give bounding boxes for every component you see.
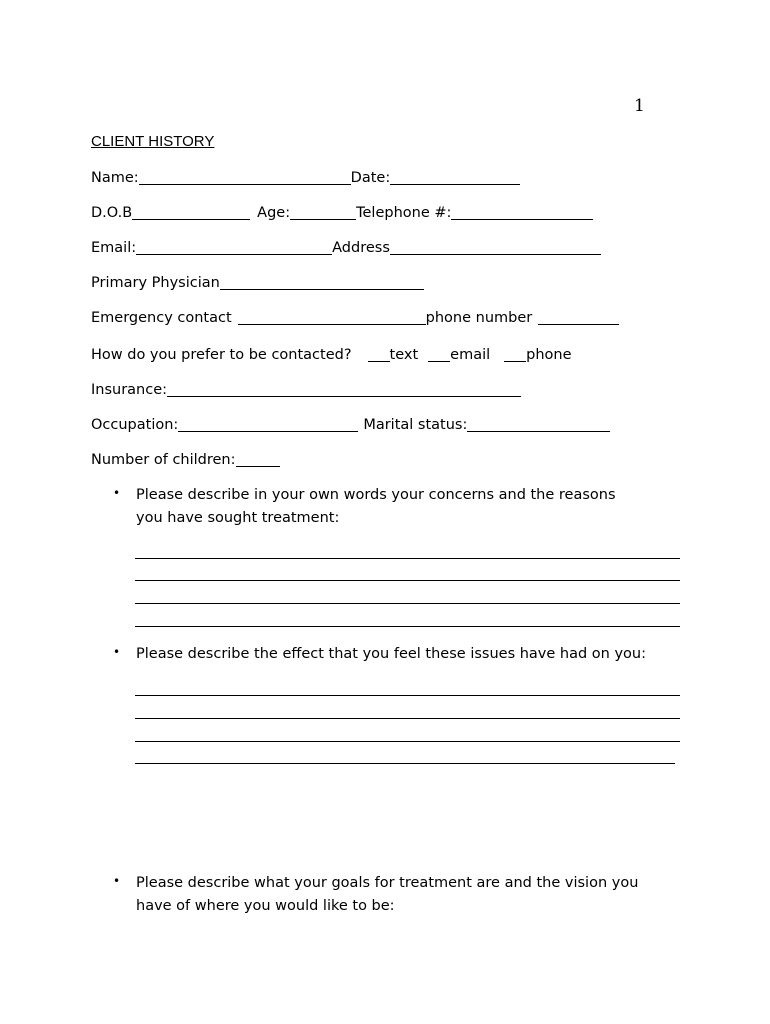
answer-line[interactable]: [135, 580, 680, 581]
marital-label: Marital status:: [363, 417, 468, 433]
email-label: Email:: [91, 240, 137, 256]
emergency-label: Emergency contact: [91, 310, 232, 326]
age-label: Age:: [257, 205, 291, 221]
date-label: Date:: [350, 170, 391, 186]
emergency-field[interactable]: [238, 310, 426, 325]
emergency-row: [91, 309, 619, 327]
question-concerns-line1: Please describe in your own words your concerns and the reasons: [136, 487, 616, 503]
occupation-field[interactable]: [178, 417, 358, 432]
question-concerns-line2: you have sought treatment:: [136, 510, 340, 526]
dob-field[interactable]: [132, 205, 250, 220]
children-label: Number of children:: [91, 452, 236, 468]
bullet-icon: •: [113, 645, 121, 659]
insurance-field[interactable]: [167, 382, 521, 397]
name-date-row: [91, 169, 520, 187]
answer-line[interactable]: [135, 763, 675, 764]
phone-number-label: phone number: [425, 310, 533, 326]
bullet-icon: •: [113, 874, 121, 888]
dob-label: D.O.B: [91, 205, 133, 221]
answer-line[interactable]: [135, 626, 680, 627]
answer-line[interactable]: [135, 718, 680, 719]
email-option-label: email: [450, 347, 491, 363]
phone-option-label: phone: [526, 347, 572, 363]
phone-number-field[interactable]: [538, 310, 619, 325]
contact-pref-label: How do you prefer to be contacted?: [91, 347, 352, 363]
answer-line[interactable]: [135, 741, 680, 742]
answer-line[interactable]: [135, 603, 680, 604]
email-address-row: [91, 239, 601, 257]
name-label: Name:: [91, 170, 139, 186]
date-field[interactable]: [390, 170, 520, 185]
answer-line[interactable]: [135, 695, 680, 696]
insurance-row: [91, 381, 521, 399]
form-title: CLIENT HISTORY: [91, 133, 215, 150]
contact-pref-row: [91, 346, 572, 364]
physician-label: Primary Physician: [91, 275, 220, 291]
occupation-marital-row: [91, 416, 610, 434]
page-number: 1: [634, 96, 645, 116]
question-goals-line1: Please describe what your goals for treatment are and the vision you: [136, 875, 639, 891]
question-goals-line2: have of where you would like to be:: [136, 898, 395, 914]
answer-line[interactable]: [135, 558, 680, 559]
question-concerns: [136, 484, 696, 530]
address-field[interactable]: [390, 240, 601, 255]
marital-field[interactable]: [467, 417, 610, 432]
children-field[interactable]: [236, 452, 280, 467]
children-row: [91, 451, 280, 469]
bullet-icon: •: [113, 486, 121, 500]
phone-option-blank[interactable]: [504, 347, 526, 362]
question-effect-line1: Please describe the effect that you feel these issues have had on you:: [136, 646, 646, 662]
text-option-blank[interactable]: [368, 347, 390, 362]
text-option-label: text: [389, 347, 419, 363]
name-field[interactable]: [139, 170, 351, 185]
address-label: Address: [332, 240, 390, 256]
telephone-label: Telephone #:: [356, 205, 452, 221]
question-goals: [136, 872, 696, 918]
occupation-label: Occupation:: [91, 417, 179, 433]
dob-age-phone-row: [91, 204, 593, 222]
age-field[interactable]: [290, 205, 356, 220]
physician-field[interactable]: [220, 275, 424, 290]
physician-row: [91, 274, 424, 292]
email-field[interactable]: [136, 240, 332, 255]
telephone-field[interactable]: [451, 205, 593, 220]
insurance-label: Insurance:: [91, 382, 168, 398]
question-effect: [136, 643, 696, 666]
email-option-blank[interactable]: [428, 347, 450, 362]
